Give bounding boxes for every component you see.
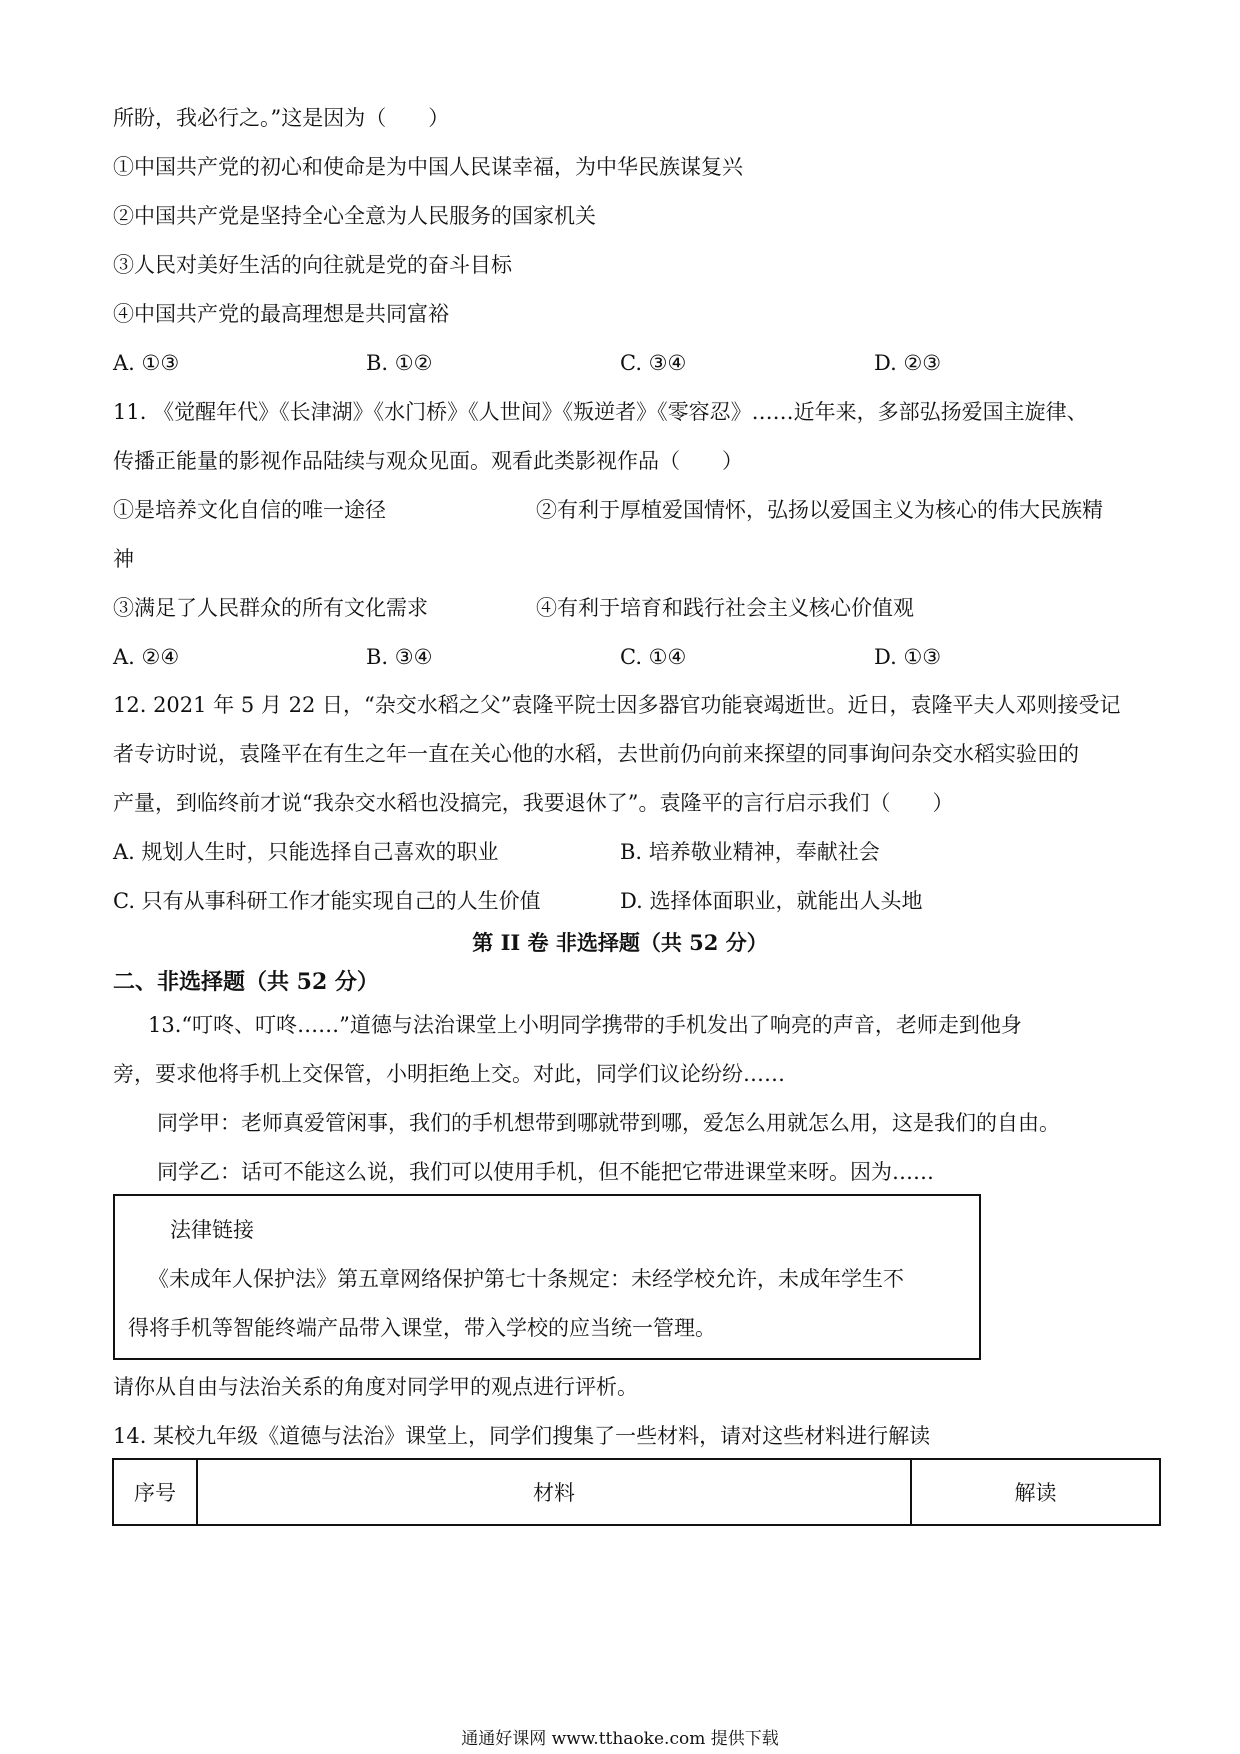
q11-statement-4: ④有利于培育和践行社会主义核心价值观 bbox=[536, 596, 914, 620]
q13-stem-line-1: 13.“叮咚、叮咚……”道德与法治课堂上小明同学携带的手机发出了响亮的声音，老师走到他身 bbox=[148, 1013, 1022, 1037]
q12-stem-line-1: 12. 2021 年 5 月 22 日，“杂交水稻之父”袁隆平院士因多器官功能衰竭逝世。近日，袁隆平夫人邓则接受记 bbox=[113, 693, 1121, 717]
section-2-title: 第 II 卷 非选择题（共 52 分） bbox=[472, 930, 768, 955]
q13-stem-line-2: 旁，要求他将手机上交保管，小明拒绝上交。对此，同学们议论纷纷…… bbox=[113, 1062, 785, 1086]
q13-student-a: 同学甲：老师真爱管闲事，我们的手机想带到哪就带到哪，爱怎么用就怎么用，这是我们的自由。 bbox=[157, 1111, 1060, 1135]
q12-stem-line-2: 者专访时说，袁隆平在有生之年一直在关心他的水稻，去世前仍向前来探望的同事询问杂交水稻实验田的 bbox=[113, 742, 1079, 766]
q11-statement-1: ①是培养文化自信的唯一途径 bbox=[113, 498, 386, 522]
q13-question: 请你从自由与法治关系的角度对同学甲的观点进行评析。 bbox=[113, 1375, 638, 1399]
law-link-line-1: 《未成年人保护法》第五章网络保护第七十条规定：未经学校允许，未成年学生不 bbox=[148, 1267, 904, 1291]
q10-statement-4: ④中国共产党的最高理想是共同富裕 bbox=[113, 302, 449, 326]
q12-option-a: A. 规划人生时，只能选择自己喜欢的职业 bbox=[113, 840, 499, 864]
q11-option-b: B. ③④ bbox=[366, 645, 433, 669]
q11-statement-2-cont: 神 bbox=[113, 547, 134, 571]
q10-statement-3: ③人民对美好生活的向往就是党的奋斗目标 bbox=[113, 253, 512, 277]
q10-option-a: A. ①③ bbox=[113, 351, 180, 375]
q11-stem-line-1: 11. 《觉醒年代》《长津湖》《水门桥》《人世间》《叛逆者》《零容忍》……近年来，多部弘扬爱国主旋律、 bbox=[113, 400, 1088, 424]
q12-option-b: B. 培养敬业精神，奉献社会 bbox=[620, 840, 880, 864]
q10-option-d: D. ②③ bbox=[874, 351, 942, 375]
q11-option-a: A. ②④ bbox=[113, 645, 180, 669]
q10-statement-2: ②中国共产党是坚持全心全意为人民服务的国家机关 bbox=[113, 204, 596, 228]
law-link-title: 法律链接 bbox=[170, 1218, 254, 1242]
q11-option-d: D. ①③ bbox=[874, 645, 942, 669]
q10-option-c: C. ③④ bbox=[620, 351, 687, 375]
section-2-heading: 二、非选择题（共 52 分） bbox=[113, 969, 379, 995]
header-interpretation: 解读 bbox=[911, 1459, 1160, 1525]
header-material: 材料 bbox=[197, 1459, 911, 1525]
law-link-line-2: 得将手机等智能终端产品带入课堂，带入学校的应当统一管理。 bbox=[128, 1316, 716, 1340]
q14-stem: 14. 某校九年级《道德与法治》课堂上，同学们搜集了一些材料，请对这些材料进行解读 bbox=[113, 1424, 931, 1448]
q13-student-b: 同学乙：话可不能这么说，我们可以使用手机，但不能把它带进课堂来呀。因为…… bbox=[157, 1160, 934, 1184]
q12-option-c: C. 只有从事科研工作才能实现自己的人生价值 bbox=[113, 889, 541, 913]
q12-stem-line-3: 产量，到临终前才说“我杂交水稻也没搞完，我要退休了”。袁隆平的言行启示我们（ ） bbox=[113, 791, 954, 815]
q11-statement-3: ③满足了人民群众的所有文化需求 bbox=[113, 596, 428, 620]
materials-table bbox=[112, 1458, 1161, 1526]
q11-statement-2: ②有利于厚植爱国情怀，弘扬以爱国主义为核心的伟大民族精 bbox=[536, 498, 1103, 522]
q12-option-d: D. 选择体面职业，就能出人头地 bbox=[620, 889, 923, 913]
table-header-row bbox=[113, 1459, 1160, 1525]
q11-option-c: C. ①④ bbox=[620, 645, 687, 669]
q11-stem-line-2: 传播正能量的影视作品陆续与观众见面。观看此类影视作品（ ） bbox=[113, 449, 743, 473]
q10-stem-tail: 所盼，我必行之。”这是因为（ ） bbox=[113, 106, 450, 130]
header-number: 序号 bbox=[113, 1459, 197, 1525]
q10-option-b: B. ①② bbox=[366, 351, 433, 375]
page-footer: 通通好课网 www.tthaoke.com 提供下载 bbox=[461, 1729, 779, 1749]
q10-statement-1: ①中国共产党的初心和使命是为中国人民谋幸福，为中华民族谋复兴 bbox=[113, 155, 743, 179]
